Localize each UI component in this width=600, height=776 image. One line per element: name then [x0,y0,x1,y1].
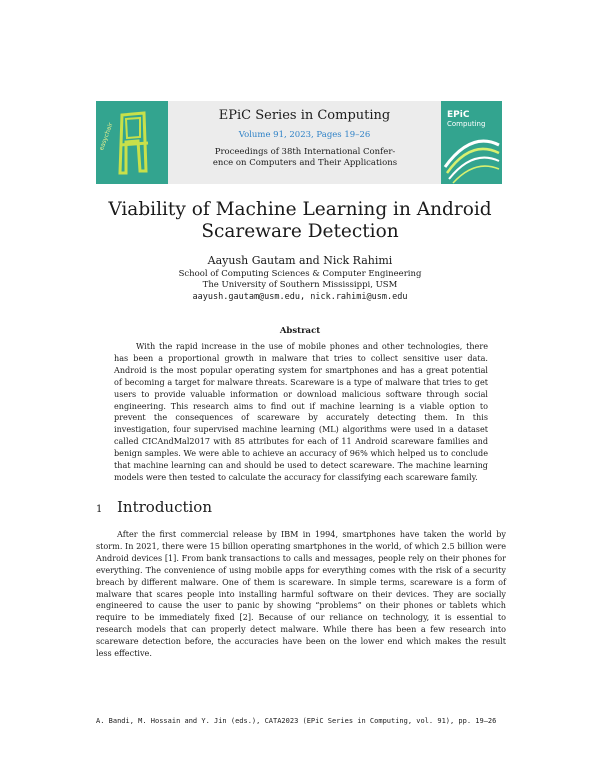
proceedings-line-1: Proceedings of 38th International Confer- [214,147,396,157]
affiliation-line-1: School of Computing Sciences & Computer Engineering [178,269,422,279]
introduction-text: After the first commercial release by IBM in 1994, smartphones have taken the world by storm. In 2021, there were 15 billion operating smartphones in the world, of which 2.5 billion were Android devices [1]. From bank transactions to calls and messages, people rely on their phones for everything. The convenience of using mobile apps for everything comes with the risk of a security breach by different malware. One of them is scareware. In simple terms, scareware is a form of malware that scares people into installing harmful software on their devices. They are socially engineered to cause the user to panic by showing “problems” on their phones or tablets which require to be immediately fixed [2]. Because of our reliance on technology, it is essential to research models that can properly detect malware. While there has been a few research into scareware detection before, the accuracies have been on the lower end which makes the result less effective. [96,529,506,659]
epic-logo-word: EPiC [447,110,470,120]
volume-link[interactable]: Volume 91, 2023, Pages 19–26 [238,130,371,140]
proceedings-text [180,147,430,169]
logo-left-text: easychair [98,121,115,152]
paper-title-line-2: Scareware Detection [201,221,399,242]
affiliation-line-2: The University of Southern Mississippi, USM [202,280,398,290]
abstract-text: With the rapid increase in the use of mobile phones and other technologies, there has been a proportional growth in malware that tries to collect sensitive user data. Android is the most popular operating system for smartphones and has a great potential of becoming a target for malware threats. Scareware is a type of malware that tries to get users to provide valuable information or download malicious software through social engineering. This research aims to find out if machine learning is a viable option to prevent the consequences of scareware by accurately detecting them. In this investigation, four supervised machine learning (ML) algorithms were used in a dataset called CICAndMal2017 with 85 attributes for each of 11 Android scareware families and benign samples. We were able to achieve an accuracy of 96% which helped us to conclude that machine learning can and should be used to detect scareware. The machine learning models were then tested to calculate the accuracy for classifying each scareware family. [114,341,488,482]
section-title: Introduction [117,498,212,516]
citation-footer: A. Bandi, M. Hossain and Y. Jin (eds.), CATA2023 (EPiC Series in Computing, vol. 91), pp. 19–26 [96,717,497,725]
series-title: EPiC Series in Computing [218,108,391,123]
proceedings-line-2: ence on Computers and Their Applications [212,158,398,168]
easychair-logo [96,101,168,184]
paper-title [60,199,540,243]
paper-title-line-1: Viability of Machine Learning in Android [108,199,492,220]
abstract-heading: Abstract [279,326,321,336]
author-emails[interactable]: aayush.gautam@usm.edu, nick.rahimi@usm.edu [192,292,408,302]
authors: Aayush Gautam and Nick Rahimi [207,254,393,267]
section-number: 1 [96,504,103,515]
epic-logo-subtitle: Computing [447,120,486,128]
